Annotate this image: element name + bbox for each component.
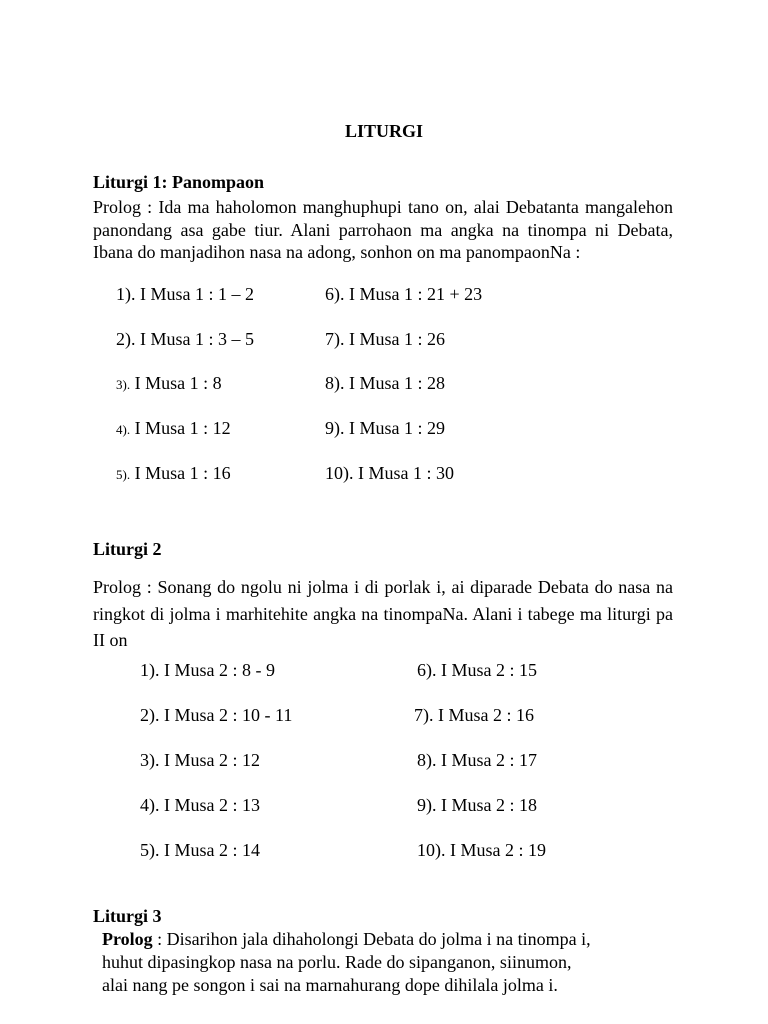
section-2-prolog: Prolog : Sonang do ngolu ni jolma i di porlak i, ai diparade Debata do nasa na ringkot di jolma i marhitehite angka na tinompaNa. Alani i tabege ma liturgi pa II on [93,577,673,650]
section-2-item-6: 6). I Musa 2 : 15 [417,660,537,680]
section-1-item-8: 8). I Musa 1 : 28 [325,373,445,393]
section-3-heading: Liturgi 3 [93,906,162,926]
section-3-prolog-line-1: Prolog : Disarihon jala dihaholongi Debata do jolma i na tinompa i, [102,929,591,949]
section-2-item-10: 10). I Musa 2 : 19 [417,840,546,860]
section-2-item-9: 9). I Musa 2 : 18 [417,795,537,815]
section-1-item-1: 1). I Musa 1 : 1 – 2 [116,284,254,304]
section-3-prolog-label: Prolog [102,929,153,949]
section-1-item-5: 5). I Musa 1 : 16 [116,463,231,483]
section-1-item-6: 6). I Musa 1 : 21 + 23 [325,284,483,304]
section-3-prolog-line-3: alai nang pe songon i sai na marnahurang dope dihilala jolma i. [102,975,558,995]
section-2-item-1: 1). I Musa 2 : 8 - 9 [140,660,275,680]
section-2-heading: Liturgi 2 [93,539,162,559]
section-1-heading: Liturgi 1: Panompaon [93,172,265,192]
section-2-item-4: 4). I Musa 2 : 13 [140,795,260,815]
section-1-item-3: 3). I Musa 1 : 8 [116,373,222,393]
section-1-item-10: 10). I Musa 1 : 30 [325,463,454,483]
section-1-item-7: 7). I Musa 1 : 26 [325,329,445,349]
section-3-prolog-line-2: huhut dipasingkop nasa na porlu. Rade do sipanganon, siinumon, [102,952,572,972]
section-2-item-7: 7). I Musa 2 : 16 [414,705,534,725]
section-2-item-2: 2). I Musa 2 : 10 - 11 [140,705,293,725]
section-2-item-3: 3). I Musa 2 : 12 [140,750,260,770]
section-1-item-9: 9). I Musa 1 : 29 [325,418,445,438]
page-title: LITURGI [344,121,424,141]
section-1-item-4: 4). I Musa 1 : 12 [116,418,231,438]
section-2-item-5: 5). I Musa 2 : 14 [140,840,260,860]
section-1-item-2: 2). I Musa 1 : 3 – 5 [116,329,254,349]
section-1-prolog: Prolog : Ida ma haholomon manghuphupi tano on, alai Debatanta mangalehon panondang asa gabe tiur. Alani parrohaon ma angka na tinompa ni Debata, Ibana do manjadihon nasa na adong, sonhon on ma panompaonNa : [93,197,673,262]
section-2-item-8: 8). I Musa 2 : 17 [417,750,537,770]
